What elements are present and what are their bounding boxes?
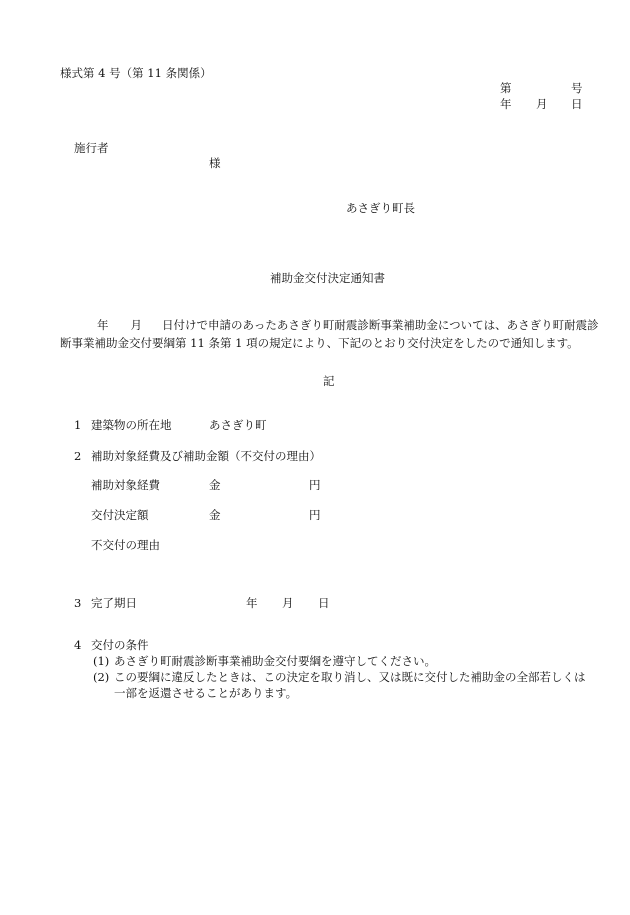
recipient-honorific: 様 [209, 156, 221, 170]
condition-2-marker: (2) [93, 670, 110, 684]
condition-2-continuation: 一部を返還させることがあります。 [114, 686, 298, 700]
body-month: 月 [130, 318, 142, 332]
eligible-cost-yen: 円 [309, 478, 321, 492]
completion-day: 日 [318, 596, 330, 610]
item-4-label: 交付の条件 [91, 638, 149, 652]
document-title: 補助金交付決定通知書 [270, 271, 385, 285]
item-2-label: 補助対象経費及び補助金額（不交付の理由） [91, 449, 321, 463]
doc-date-day: 日 [571, 97, 583, 111]
condition-2-text: この要綱に違反したときは、この決定を取り消し、又は既に交付した補助金の全部若しくは [114, 670, 586, 684]
form-label: 様式第 4 号（第 11 条関係） [60, 66, 212, 80]
item-2-number: 2 [74, 449, 82, 463]
decided-amount-label: 交付決定額 [91, 508, 149, 522]
ki-label: 記 [323, 374, 335, 388]
doc-number-prefix: 第 [500, 81, 512, 95]
doc-number-suffix: 号 [571, 81, 583, 95]
item-1-label: 建築物の所在地 [91, 418, 172, 432]
condition-1-marker: (1) [93, 654, 110, 668]
body-year: 年 [97, 318, 109, 332]
completion-year: 年 [246, 596, 258, 610]
eligible-cost-kin: 金 [209, 478, 221, 492]
condition-1-text: あさぎり町耐震診断事業補助金交付要綱を遵守してください。 [114, 654, 436, 668]
doc-date-month: 月 [536, 97, 548, 111]
non-grant-reason-label: 不交付の理由 [91, 538, 160, 552]
sender-name: あさぎり町長 [346, 201, 415, 215]
item-1-value: あさぎり町 [209, 418, 267, 432]
item-3-number: 3 [74, 596, 82, 610]
item-3-label: 完了期日 [91, 596, 137, 610]
decided-amount-yen: 円 [309, 508, 321, 522]
doc-date-year: 年 [500, 97, 512, 111]
recipient-label: 施行者 [74, 141, 109, 155]
body-text: 日付けで申請のあったあさぎり町耐震診断事業補助金については、あさぎり町耐震診断事業補助金交付要綱第 11 条第 1 項の規定により、下記のとおり交付決定をしたので通知します。 [60, 318, 599, 350]
eligible-cost-label: 補助対象経費 [91, 478, 160, 492]
item-4-number: 4 [74, 638, 82, 652]
body-paragraph [60, 316, 600, 352]
decided-amount-kin: 金 [209, 508, 221, 522]
item-1-number: 1 [74, 418, 82, 432]
completion-month: 月 [282, 596, 294, 610]
